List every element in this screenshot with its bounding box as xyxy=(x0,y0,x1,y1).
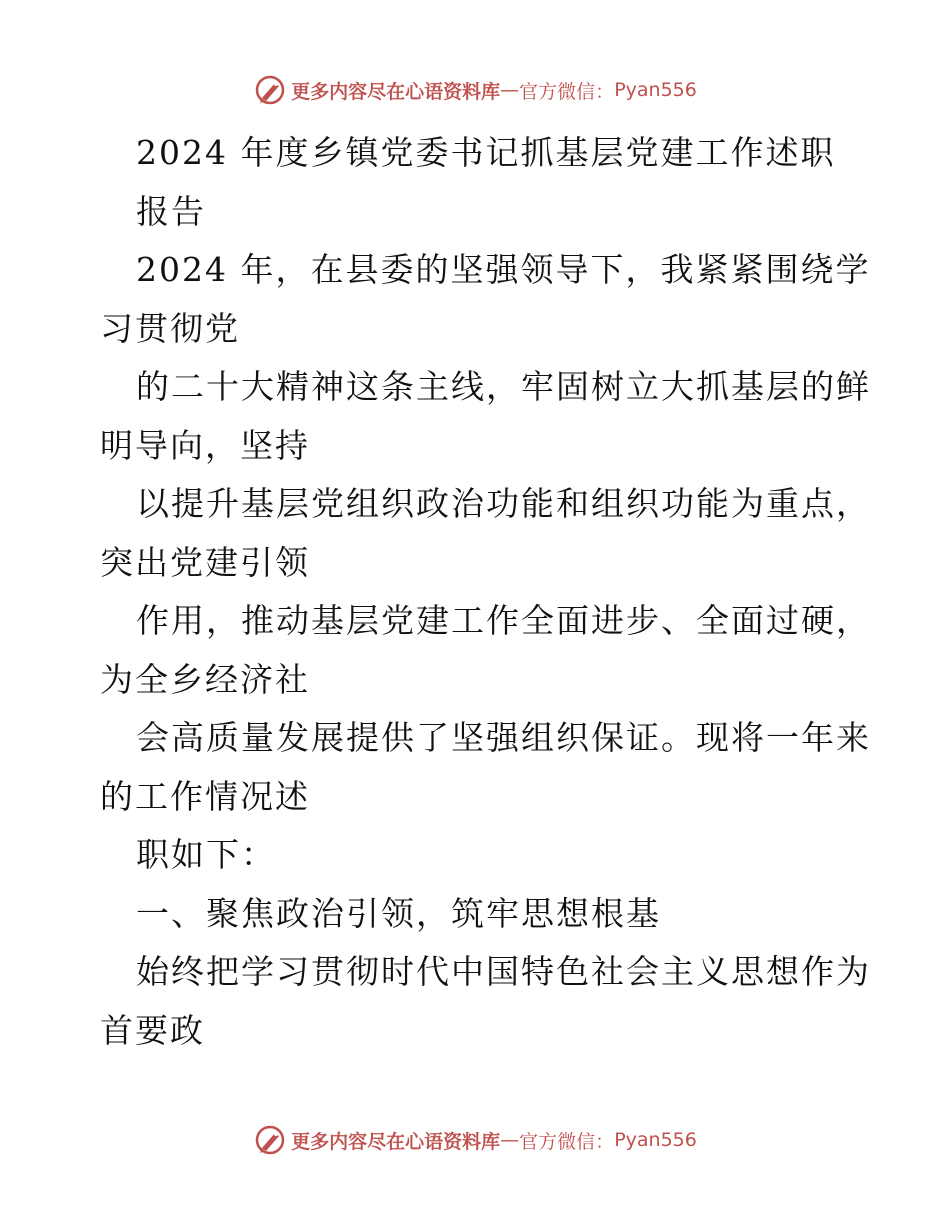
text-line: 2024 年，在县委的坚强领导下，我紧紧围绕学 xyxy=(136,250,871,289)
text-line: 的工作情况述 xyxy=(100,776,310,816)
text-line: 为全乡经济社 xyxy=(100,659,310,699)
watermark-separator: — xyxy=(500,1129,520,1151)
text-line: 作用，推动基层党建工作全面进步、全面过硬， xyxy=(136,601,871,640)
text-line: 首要政 xyxy=(100,1010,205,1050)
watermark-brand: 更多内容尽在心语资料库 xyxy=(291,1130,501,1153)
pen-logo-icon xyxy=(253,73,287,107)
text-line: 一、聚焦政治引领，筑牢思想根基 xyxy=(136,893,661,933)
watermark-account: Pyan556 xyxy=(614,79,697,101)
pen-logo-icon xyxy=(253,1123,287,1157)
text-line: 职如下： xyxy=(136,835,276,874)
text-line: 始终把学习贯彻时代中国特色社会主义思想作为 xyxy=(136,952,871,991)
text-line: 报告 xyxy=(136,191,206,231)
document-body xyxy=(100,124,871,1060)
footer-watermark xyxy=(0,1120,950,1160)
watermark-separator: — xyxy=(500,79,520,101)
watermark-label: 官方微信： xyxy=(519,1130,615,1153)
watermark-brand: 更多内容尽在心语资料库 xyxy=(291,80,501,103)
text-line: 习贯彻党 xyxy=(100,308,240,348)
text-line: 2024 年度乡镇党委书记抓基层党建工作述职 xyxy=(136,133,836,172)
text-line: 明导向，坚持 xyxy=(100,425,310,465)
watermark-label: 官方微信： xyxy=(519,80,615,103)
text-line: 会高质量发展提供了坚强组织保证。现将一年来 xyxy=(136,718,871,757)
header-watermark xyxy=(0,70,950,110)
text-line: 以提升基层党组织政治功能和组织功能为重点， xyxy=(136,484,871,523)
text-line: 突出党建引领 xyxy=(100,542,310,582)
watermark-account: Pyan556 xyxy=(614,1129,697,1151)
text-line: 的二十大精神这条主线，牢固树立大抓基层的鲜 xyxy=(136,367,871,406)
